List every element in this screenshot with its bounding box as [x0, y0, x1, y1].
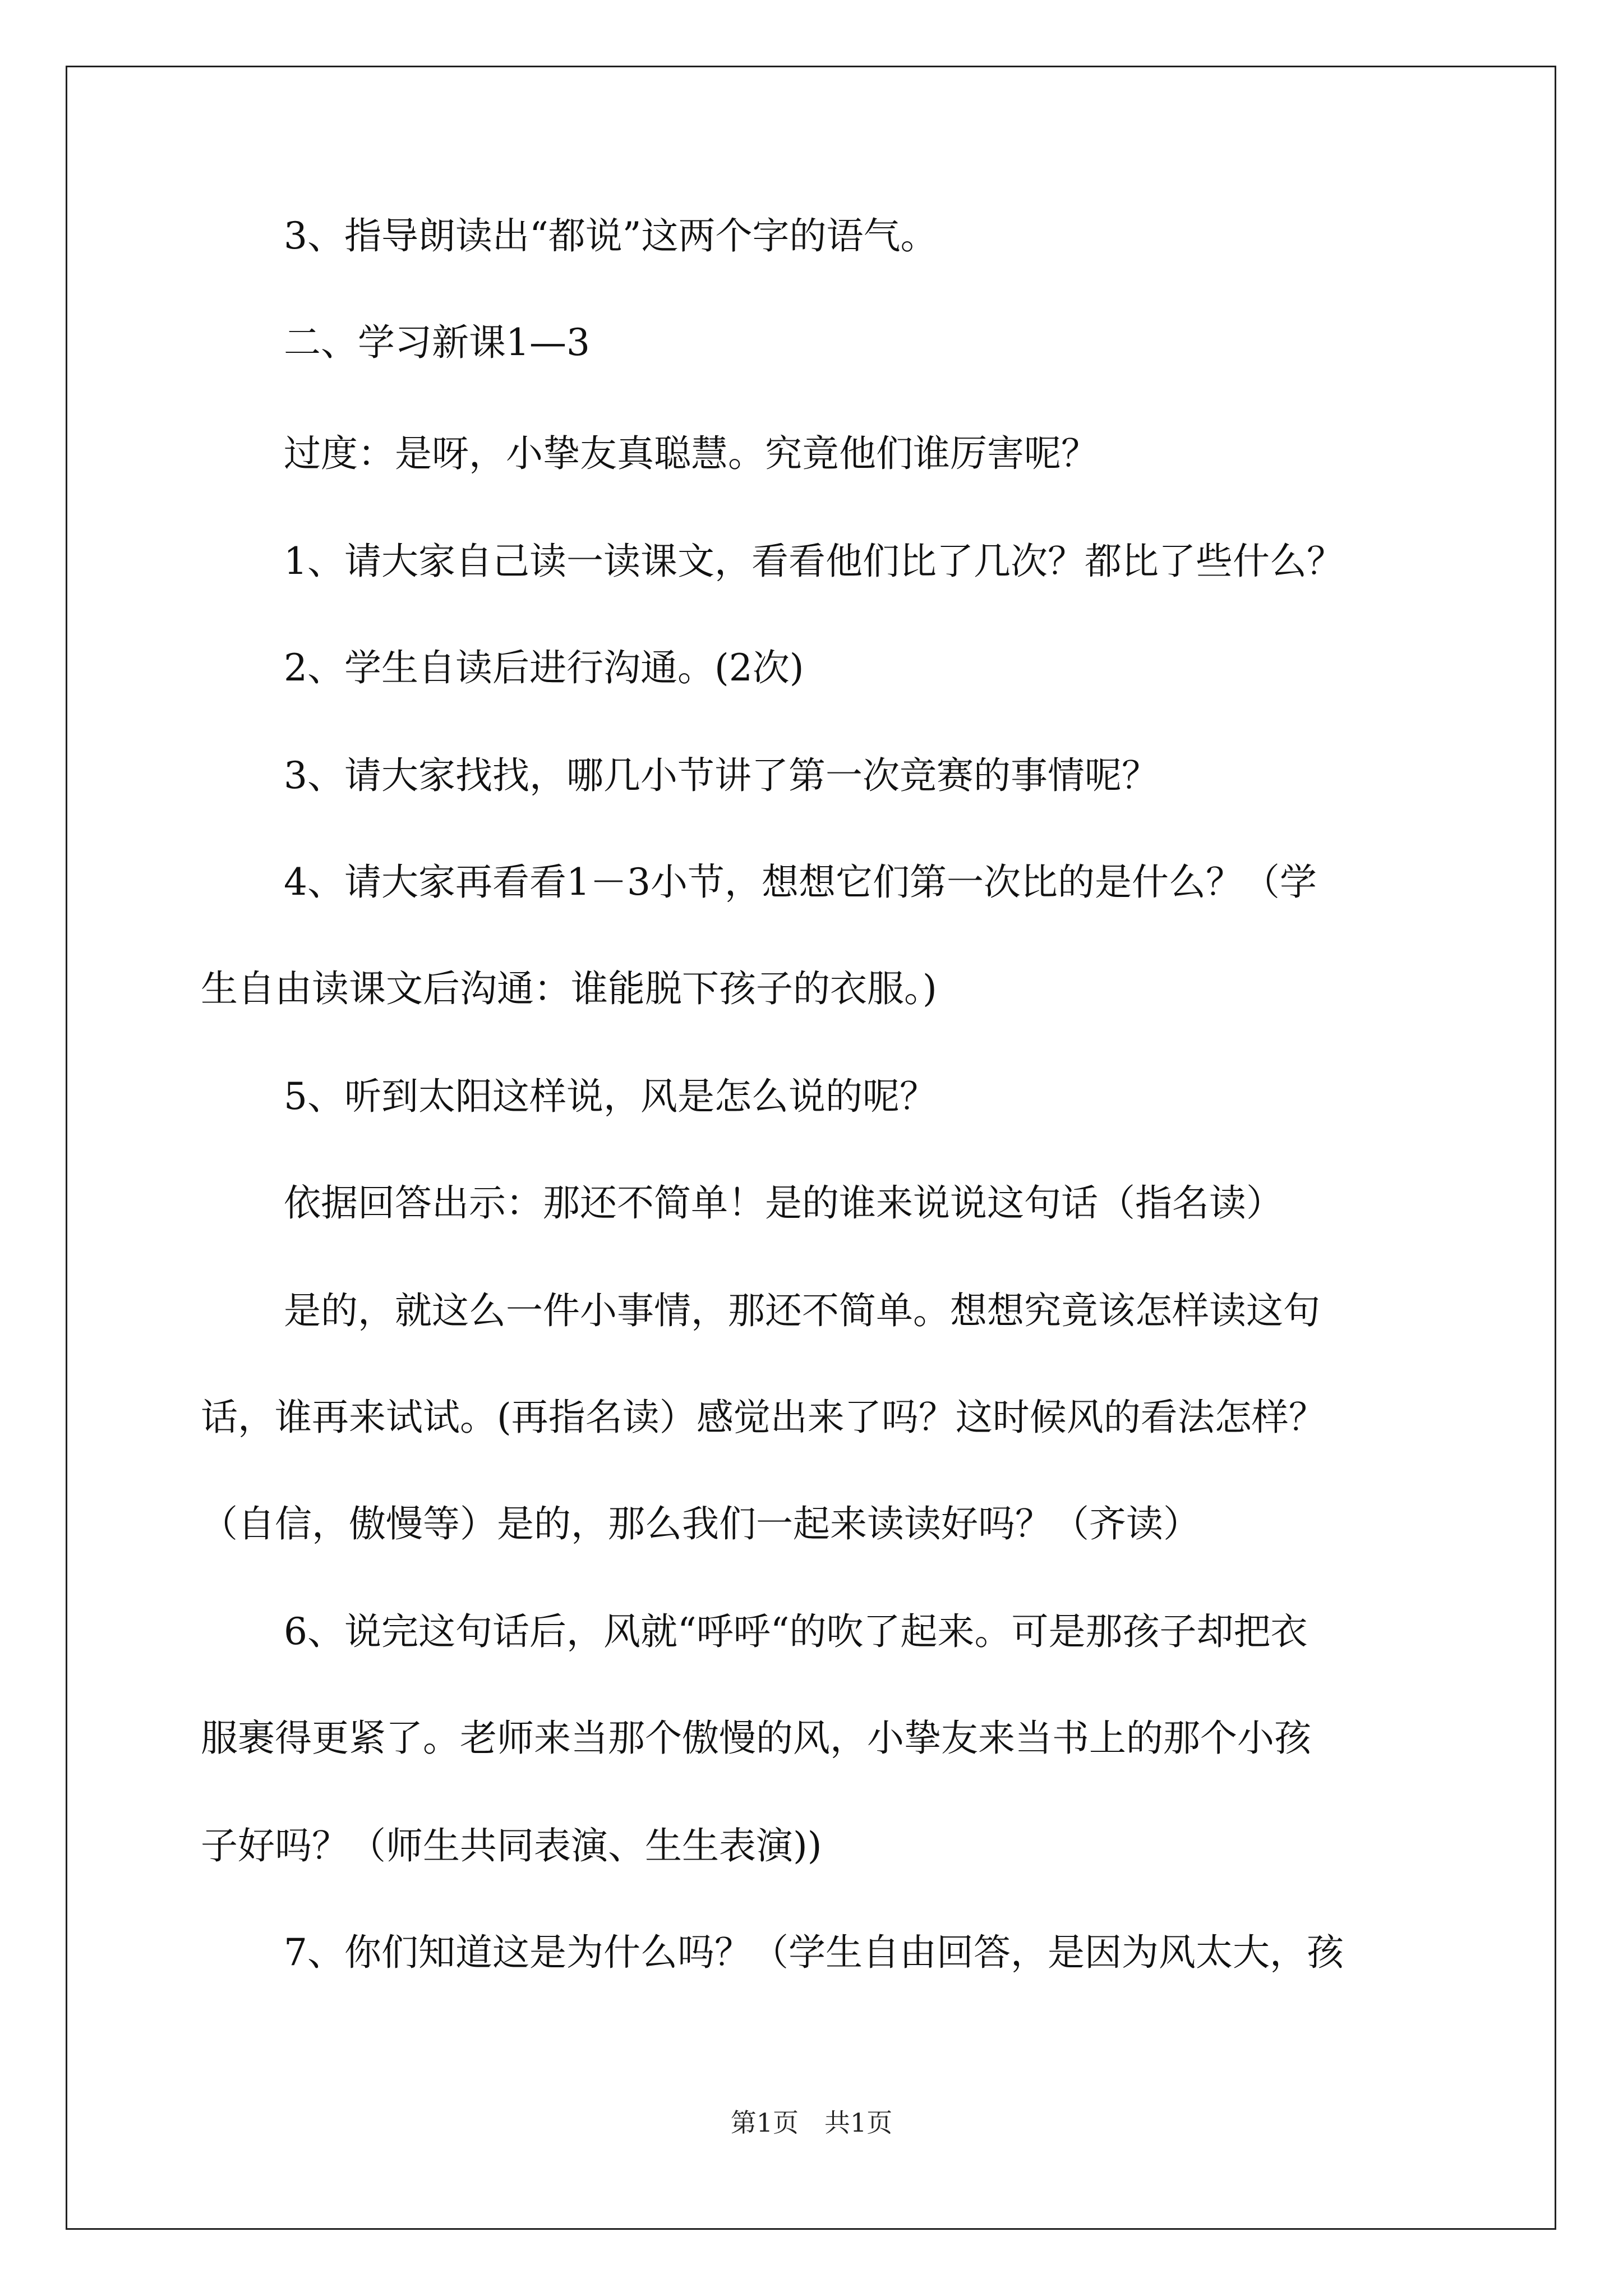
paragraph-line: 2、学生自读后进行沟通。(2次): [284, 646, 804, 689]
paragraph-line: 4、请大家再看看1－3小节，想想它们第一次比的是什么？（学: [284, 861, 1317, 904]
paragraph-line: 6、说完这句话后，风就“呼呼“的吹了起来。可是那孩子却把衣: [284, 1610, 1308, 1653]
paragraph-line: 服裹得更紧了。老师来当那个傲慢的风，小挚友来当书上的那个小孩: [201, 1717, 1311, 1760]
paragraph-line: 5、听到太阳这样说，风是怎么说的呢？: [284, 1075, 937, 1118]
paragraph-line: 7、你们知道这是为什么吗？（学生自由回答，是因为风太大，孩: [284, 1931, 1344, 1974]
paragraph-line: 依据回答出示：那还不简单！是的谁来说说这句话（指名读）: [284, 1181, 1283, 1225]
paragraph-line: 3、指导朗读出“都说”这两个字的语气。: [284, 214, 938, 257]
section-heading: 二、学习新课1—3: [284, 321, 590, 364]
page-footer: [0, 2102, 1623, 2139]
paragraph-line: 3、请大家找找，哪几小节讲了第一次竞赛的事情呢？: [284, 754, 1159, 797]
paragraph-line: 话，谁再来试试。(再指名读）感觉出来了吗？这时候风的看法怎样？: [201, 1396, 1326, 1439]
paragraph-line: 过度：是呀，小挚友真聪慧。究竟他们谁厉害呢？: [284, 432, 1098, 475]
paragraph-line: 是的，就这么一件小事情，那还不简单。想想究竟该怎样读这句: [284, 1289, 1320, 1332]
paragraph-line: 生自由读课文后沟通：谁能脱下孩子的衣服。): [201, 967, 937, 1010]
page-number-label: 第1页 共1页: [730, 2108, 893, 2138]
page-border: [66, 66, 1556, 2230]
paragraph-line: 1、请大家自己读一读课文，看看他们比了几次？都比了些什么？: [284, 540, 1344, 583]
paragraph-line: 子好吗？（师生共同表演、生生表演)): [201, 1824, 822, 1867]
paragraph-line: （自信，傲慢等）是的，那么我们一起来读读好吗？（齐读）: [201, 1502, 1200, 1545]
